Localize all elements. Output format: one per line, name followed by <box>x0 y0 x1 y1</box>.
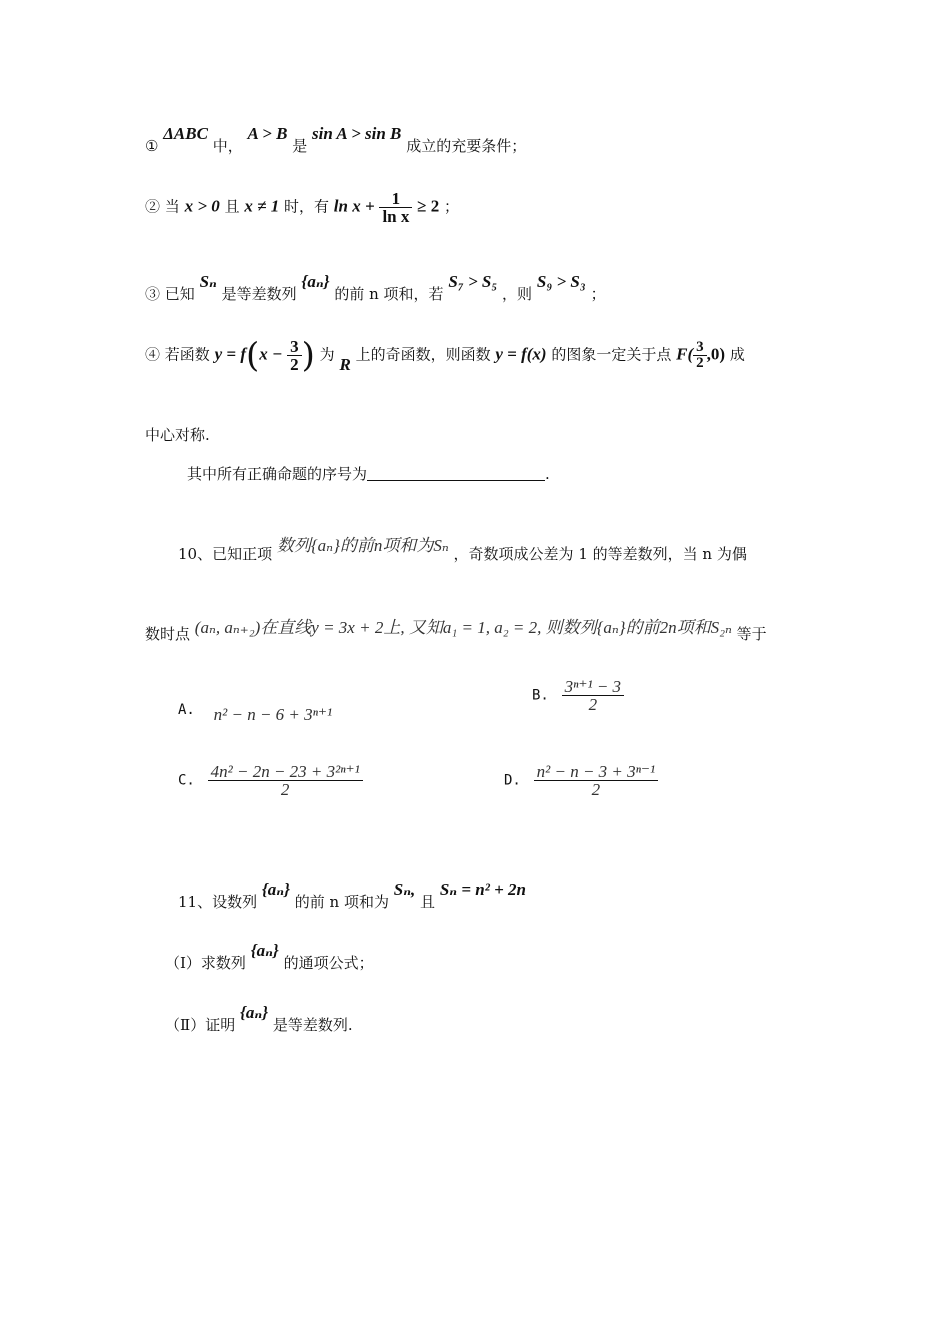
answer-blank[interactable] <box>367 466 545 481</box>
denominator: 2 <box>696 355 704 371</box>
text: 的前 n 项和，若 <box>334 285 444 303</box>
math-point-f: F( <box>676 344 694 364</box>
fraction-point-3-over-2 <box>693 340 707 371</box>
text: 已知 <box>164 285 195 303</box>
math-s9-gt-s3: S₉ > S₃ <box>536 272 586 291</box>
answer-line <box>187 466 550 482</box>
math-sn: Sₙ <box>199 272 217 291</box>
text: 是等差数列 <box>221 285 297 303</box>
text: 为 <box>319 345 335 364</box>
denominator: 2 <box>591 780 601 799</box>
paren-close: ) <box>301 335 315 376</box>
option-c-label: C. <box>178 772 195 789</box>
math-an: {aₙ} <box>250 941 279 960</box>
marker-3: ③ <box>145 285 161 303</box>
option-a[interactable] <box>178 700 333 724</box>
text: 的通项公式； <box>283 954 374 972</box>
denominator: 2 <box>290 355 299 374</box>
statement-1 <box>145 124 527 155</box>
question-10-line-1 <box>178 536 747 563</box>
numerator: 4n² − 2n − 23 + 3²ⁿ⁺¹ <box>208 763 363 781</box>
option-d-fraction <box>534 763 658 798</box>
math-sn: Sₙ, <box>393 880 416 899</box>
math-ln: ln x + <box>333 196 375 216</box>
numerator: 3ⁿ⁺¹ − 3 <box>562 678 624 696</box>
math-triangle-abc: ΔABC <box>163 124 208 143</box>
option-a-label: A. <box>178 702 195 718</box>
option-d-label: D. <box>504 772 521 789</box>
denominator: 2 <box>588 695 598 714</box>
text: 数时点 <box>145 625 191 643</box>
math-point-end: ,0) <box>706 344 726 364</box>
math-x-minus: x − <box>259 344 283 364</box>
text: ，则 <box>502 285 533 303</box>
part-1-label: （Ⅰ）求数列 <box>165 954 246 972</box>
math-x-ne-1: x ≠ 1 <box>244 196 280 216</box>
marker-1: ① <box>145 137 159 155</box>
text: 的前 n 项和为 <box>294 893 389 911</box>
math-an: {aₙ} <box>301 272 330 291</box>
text: 且 <box>420 893 436 911</box>
text: 中， <box>212 137 243 155</box>
question-10-text-1: ，奇数项成公差为 1 的等差数列，当 n 为偶 <box>453 545 747 563</box>
text: 是等差数列. <box>272 1016 353 1034</box>
text: 成立的充要条件； <box>406 137 527 155</box>
question-11-part-2 <box>165 1003 353 1034</box>
option-c-fraction <box>208 763 363 798</box>
text: 上的奇函数，则函数 <box>355 345 491 364</box>
math-y-eq-fx: y = f(x) <box>495 344 547 364</box>
math-an: {aₙ} <box>261 880 290 899</box>
option-c[interactable] <box>178 763 363 798</box>
text: ； <box>444 197 460 216</box>
denominator: 2 <box>280 780 290 799</box>
math-r: R <box>339 354 351 374</box>
question-11 <box>178 880 526 911</box>
text: 当 <box>164 197 180 216</box>
question-10-line-2 <box>145 618 767 643</box>
statement-4-continuation: 中心对称. <box>145 426 210 444</box>
numerator: n² − n − 3 + 3ⁿ⁻¹ <box>534 763 658 781</box>
question-11-part-1 <box>165 941 374 972</box>
question-10-math-1: 数列{aₙ}的前n项和为Sₙ <box>276 536 449 555</box>
denominator: ln x <box>382 207 410 226</box>
marker-4: ④ <box>145 345 161 364</box>
text: 是 <box>292 137 308 155</box>
option-b-fraction <box>562 678 624 713</box>
option-a-expr: n² − n − 6 + 3ⁿ⁺¹ <box>213 705 333 724</box>
numerator: 1 <box>379 190 412 208</box>
text: 且 <box>224 197 240 216</box>
numerator: 3 <box>693 340 707 356</box>
part-2-label: （Ⅱ）证明 <box>165 1016 236 1034</box>
option-b[interactable] <box>532 678 624 713</box>
period: . <box>545 465 550 483</box>
math-an: {aₙ} <box>239 1003 269 1022</box>
math-x-gt-0: x > 0 <box>184 196 220 216</box>
math-s7-gt-s5: S₇ > S₅ <box>448 272 498 291</box>
option-d[interactable] <box>504 763 658 798</box>
math-y-eq-f: y = f <box>214 344 246 364</box>
text: 成 <box>729 345 745 364</box>
text: ； <box>590 285 606 303</box>
text: 若函数 <box>164 345 210 364</box>
fraction-1-over-lnx <box>379 190 412 225</box>
math-sin: sin A > sin B <box>312 124 402 143</box>
statement-3 <box>145 272 606 303</box>
text: 时，有 <box>283 197 329 216</box>
option-b-label: B. <box>532 687 549 704</box>
fraction-3-over-2 <box>287 338 302 373</box>
text: 等于 <box>736 625 767 643</box>
statement-4 <box>145 335 745 376</box>
paren-open: ( <box>246 335 260 376</box>
numerator: 3 <box>287 338 302 356</box>
answer-prompt: 其中所有正确命题的序号为 <box>187 465 368 483</box>
math-a-gt-b: A > B <box>247 124 288 143</box>
marker-2: ② <box>145 197 161 216</box>
question-11-number: 11、设数列 <box>178 893 258 911</box>
text: 的图象一定关于点 <box>551 345 672 364</box>
statement-2 <box>145 190 459 225</box>
math-ge-2: ≥ 2 <box>417 196 440 216</box>
question-10-number: 10、已知正项 <box>178 545 273 563</box>
math-sn-formula: Sₙ = n² + 2n <box>439 880 526 899</box>
question-10-math-2: (aₙ, aₙ₊₂)在直线y = 3x + 2上, 又知a₁ = 1, a₂ = 2, 则数列{aₙ}的前2n项和S₂ₙ <box>194 618 732 637</box>
